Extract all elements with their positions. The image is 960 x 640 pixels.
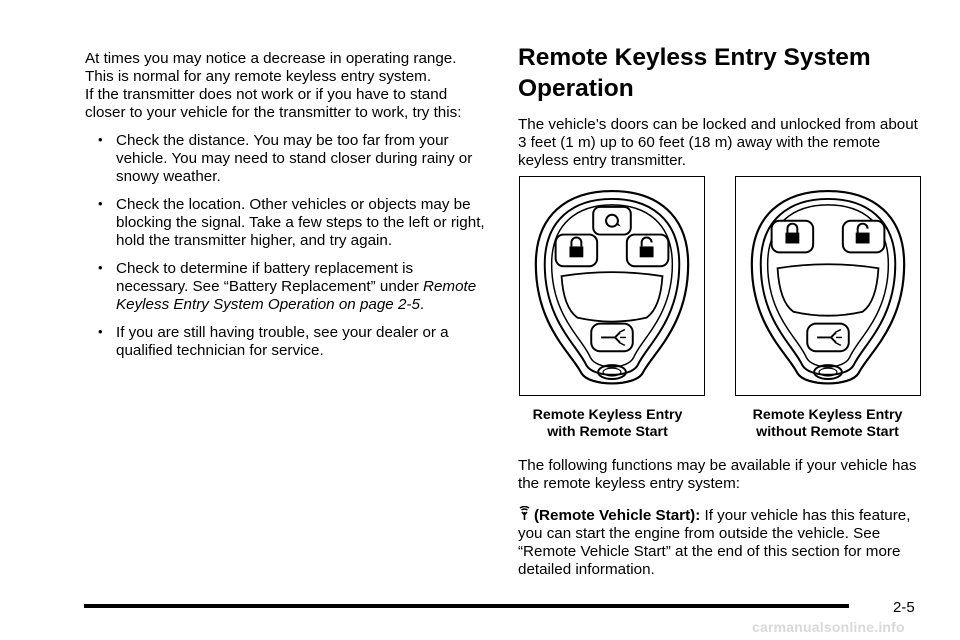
paragraph-range: At times you may notice a decrease in operating range. This is normal for any remote keyless entry system.	[85, 50, 457, 85]
key-fob-with-remote-start-figure	[519, 176, 705, 396]
caption-with-remote-start: Remote Keyless Entry with Remote Start	[532, 407, 683, 440]
key-fob-without-remote-start-figure	[735, 176, 921, 396]
bullet-icon: •	[98, 324, 103, 339]
intro-paragraph: The vehicle’s doors can be locked and unlocked from about 3 feet (1 m) up to 60 feet (18 m) away with the remote keyless entry transmitter.	[518, 116, 918, 169]
feature-label: (Remote Vehicle Start):	[534, 507, 701, 524]
list-item: • If you are still having trouble, see your dealer or a qualified technician for service.	[98, 324, 449, 359]
bullet-icon: •	[98, 132, 103, 147]
cross-reference-link[interactable]: Remote Keyless Entry System Operation on page 2-5	[116, 278, 477, 313]
left-column	[85, 50, 485, 370]
footer-rule	[84, 604, 849, 608]
right-column	[518, 42, 928, 170]
list-item: • Check to determine if battery replacement is necessary. See “Battery Replacement” under Remote Keyless Entry System Operation on page 2-5.	[98, 260, 477, 313]
feature-text: If your vehicle has this feature, you can start the engine from outside the vehicle. See “Remote Vehicle Start” at the end of this section for more detailed information.	[518, 507, 911, 578]
watermark: carmanualsonline.info	[752, 619, 905, 635]
feature-remote-start	[518, 506, 928, 579]
list-item: • Check the distance. You may be too far from your vehicle. You may need to stand closer during rainy or snowy weather.	[98, 132, 473, 185]
functions-intro: The following functions may be available if your vehicle has the remote keyless entry system:	[518, 457, 917, 492]
section-title: Remote Keyless Entry System Operation	[518, 44, 871, 102]
key-fob-with-remote-start-icon	[520, 177, 704, 395]
remote-start-icon	[518, 506, 531, 521]
paragraph-troubleshoot: If the transmitter does not work or if you have to stand closer to your vehicle for the transmitter to work, try this:	[85, 86, 462, 121]
caption-without-remote-start: Remote Keyless Entry without Remote Start	[752, 407, 903, 440]
list-item: • Check the location. Other vehicles or objects may be blocking the signal. Take a few steps to the left or right, hold the transmitter higher, and try again.	[98, 196, 485, 249]
troubleshoot-list	[85, 132, 485, 360]
bullet-icon: •	[98, 196, 103, 211]
figures	[519, 176, 925, 400]
functions-section	[518, 457, 928, 579]
bullet-icon: •	[98, 260, 103, 275]
key-fob-without-remote-start-icon	[736, 177, 920, 395]
page-number: 2-5	[893, 599, 915, 616]
